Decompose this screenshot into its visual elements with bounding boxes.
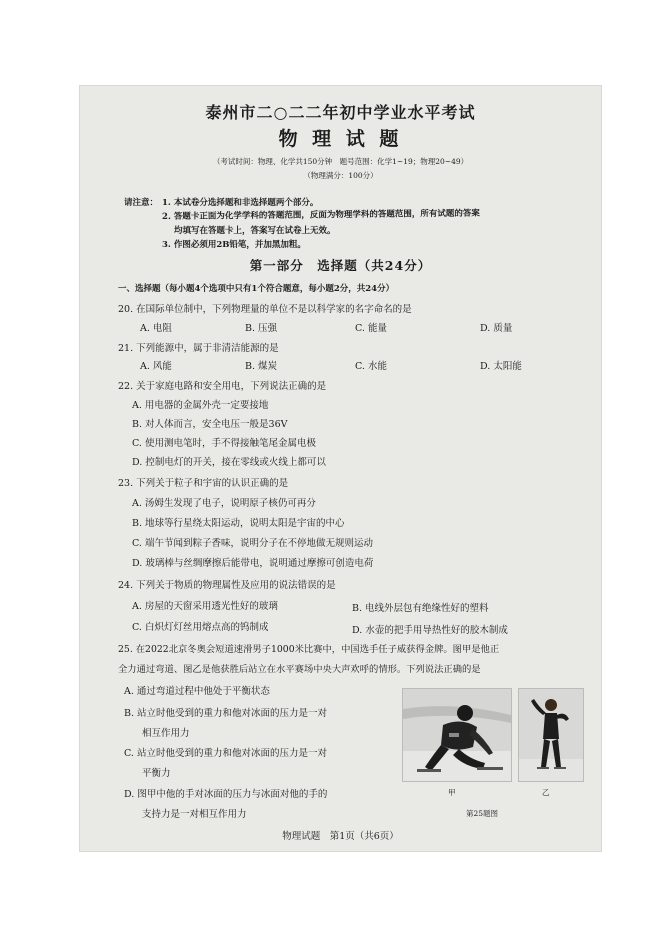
q22-option-a: A. 用电器的金属外壳一定要接地 [132, 400, 269, 411]
q25-photo-a [402, 688, 512, 782]
q25-option-a: A. 通过弯道过程中他处于平衡状态 [124, 686, 270, 697]
notice-item-1: 1. 本试卷分选择题和非选择题两个部分。 [162, 198, 319, 208]
part-title: 第一部分 选择题（共24分） [249, 258, 432, 273]
q21-option-c: C. 水能 [355, 361, 387, 372]
q20-option-a: A. 电阻 [140, 323, 172, 334]
q20-option-d: D. 质量 [480, 323, 513, 334]
q22-option-b: B. 对人体而言，安全电压一般是36V [132, 419, 288, 430]
notice-label: 请注意： [124, 198, 159, 208]
skater-cornering-image [403, 689, 511, 781]
q24-option-c: C. 白炽灯灯丝用熔点高的钨制成 [132, 622, 269, 633]
q23-stem: 23. 下列关于粒子和宇宙的认识正确的是 [118, 478, 289, 489]
notice-item-3: 3. 作图必须用2B铅笔，并加黑加粗。 [162, 240, 306, 250]
q20-stem: 20. 在国际单位制中，下列物理量的单位不是以科学家的名字命名的是 [118, 304, 412, 315]
q25-option-d: D. 图甲中他的手对冰面的压力与冰面对他的手的 [124, 789, 328, 800]
q21-option-b: B. 煤炭 [245, 361, 278, 372]
section-header: 一、选择题（每小题4个选项中只有1个符合题意，每小题2分，共24分） [118, 284, 395, 294]
q23-option-b: B. 地球等行星绕太阳运动，说明太阳是宇宙的中心 [132, 518, 345, 529]
q20-option-b: B. 压强 [245, 323, 278, 334]
full-score-note: （物理满分：100分） [303, 171, 378, 180]
notice-item-2-cont: 均填写在答题卡上，答案写在试卷上无效。 [174, 226, 336, 236]
q25-photo-b [518, 688, 584, 782]
q21-option-d: D. 太阳能 [480, 361, 522, 372]
q25-photo-a-label: 甲 [448, 788, 456, 797]
notice-item-2: 2. 答题卡正面为化学学科的答题范围，反面为物理学科的答题范围，所有试题的答案 [161, 208, 480, 222]
q25-photo-b-label: 乙 [542, 788, 550, 797]
q21-stem: 21. 下列能源中，属于非清洁能源的是 [118, 343, 279, 354]
q20-option-c: C. 能量 [355, 323, 387, 334]
exam-time-note: （考试时间：物理、化学共150分钟 题号范围：化学1~19；物理20~49） [212, 157, 469, 166]
q22-option-d: D. 控制电灯的开关，接在零线或火线上都可以 [132, 457, 326, 468]
page-footer: 物理试题 第1页（共6页） [282, 831, 399, 842]
q24-option-a: A. 房屋的天窗采用透光性好的玻璃 [132, 601, 278, 612]
q25-option-b: B. 站立时他受到的重力和他对冰面的压力是一对 [124, 708, 328, 719]
q25-stem-line1: 25. 在2022北京冬奥会短道速滑男子1000米比赛中，中国选手任子威获得金牌。图甲是他正 [118, 644, 500, 655]
skater-standing-image [519, 689, 583, 781]
q25-option-d-cont: 支持力是一对相互作用力 [142, 809, 247, 820]
subject-title: 物 理 试 题 [278, 128, 403, 150]
exam-title: 泰州市二○二二年初中学业水平考试 [205, 103, 476, 122]
q24-stem: 24. 下列关于物质的物理属性及应用的说法错误的是 [118, 580, 336, 591]
q23-option-c: C. 端午节闻到粽子香味，说明分子在不停地做无规则运动 [132, 538, 373, 549]
q24-option-d: D. 水壶的把手用导热性好的胶木制成 [352, 625, 508, 636]
q24-option-b: B. 电线外层包有绝缘性好的塑料 [352, 603, 489, 614]
q25-stem-line2: 全力通过弯道、图乙是他获胜后站立在水平赛场中央大声欢呼的情形。下列说法正确的是 [118, 664, 481, 675]
q25-figure-caption: 第25题图 [466, 809, 499, 818]
q23-option-d: D. 玻璃棒与丝绸摩擦后能带电，说明通过摩擦可创造电荷 [132, 558, 374, 569]
q25-option-c-cont: 平衡力 [142, 768, 171, 779]
q25-option-b-cont: 相互作用力 [142, 728, 190, 739]
q22-option-c: C. 使用测电笔时，手不得接触笔尾金属电极 [132, 438, 316, 449]
q22-stem: 22. 关于家庭电路和安全用电，下列说法正确的是 [118, 381, 327, 392]
exam-paper [80, 86, 601, 851]
q21-option-a: A. 风能 [140, 361, 172, 372]
q23-option-a: A. 汤姆生发现了电子，说明原子核仍可再分 [132, 498, 316, 509]
q25-option-c: C. 站立时他受到的重力和他对冰面的压力是一对 [124, 748, 327, 759]
